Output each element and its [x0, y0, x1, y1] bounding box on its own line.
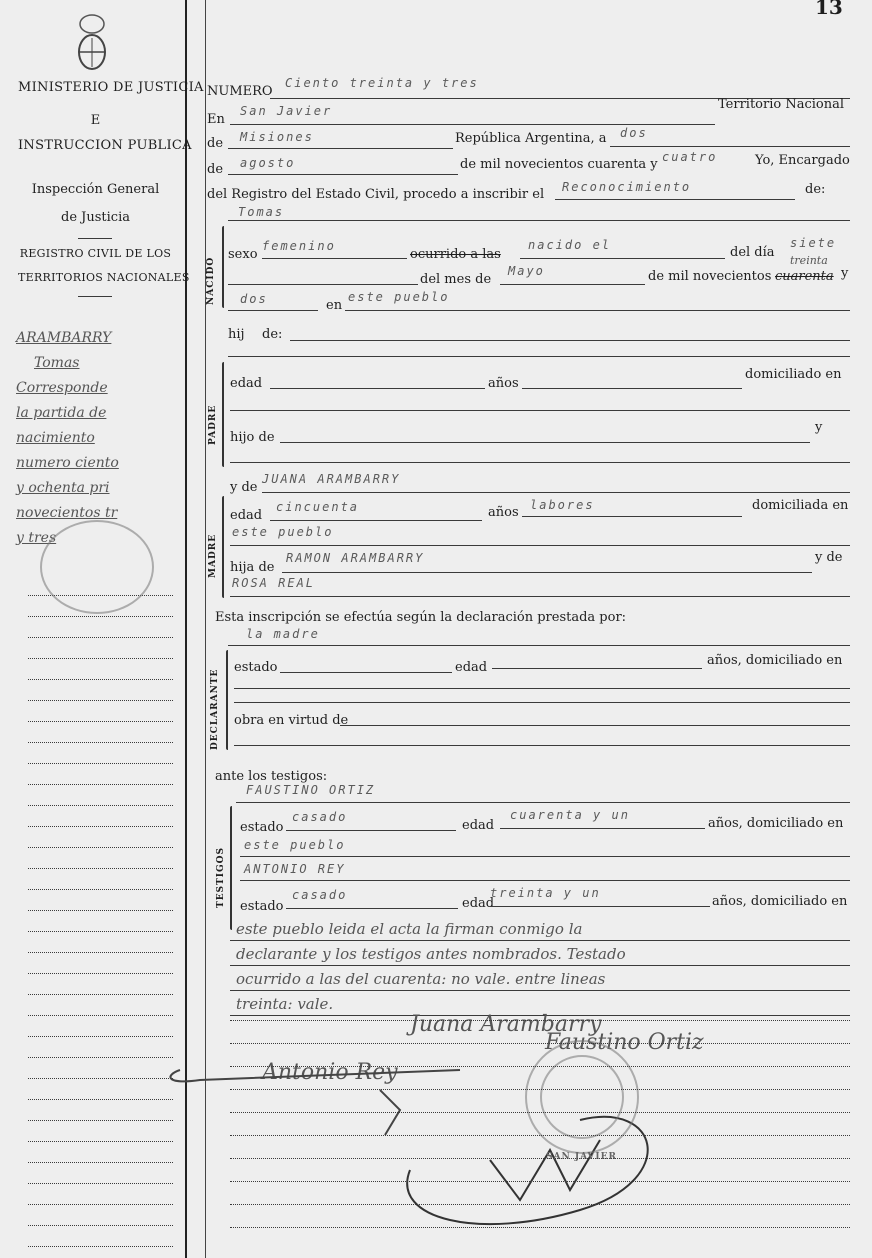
margin-dot-line [28, 742, 173, 743]
testigo2-edad: treinta y un [490, 886, 601, 900]
field-line [492, 668, 702, 669]
main-dot-line [230, 1204, 850, 1205]
testigo2-estado: casado [292, 888, 348, 902]
margin-dot-line [28, 889, 173, 890]
numero-label: NUMERO [207, 84, 273, 99]
y-de-value: JUANA ARAMBARRY [262, 472, 401, 486]
field-line [228, 148, 453, 149]
hora-value: nacido el [528, 238, 612, 252]
field-line [280, 442, 810, 443]
madre-label: MADRE [208, 533, 218, 578]
cuarenta-struck: cuarenta [775, 269, 834, 284]
field-line [522, 388, 742, 389]
margin-note-line: numero ciento [16, 455, 119, 471]
margin-dot-line [28, 1141, 173, 1142]
sexo-value: femenino [262, 239, 336, 253]
margin-dot-line [28, 952, 173, 953]
de-value: Misiones [240, 130, 314, 144]
field-line [262, 492, 850, 493]
ministry-line2: E [90, 113, 101, 128]
yo-text: Yo, Encargado [755, 153, 850, 168]
territorio-text: Territorio Nacional [718, 97, 844, 112]
mes-label: del mes de [420, 272, 492, 287]
y-de-label: y de [230, 480, 258, 495]
margin-note-line: y ochenta pri [16, 480, 110, 496]
declarante-label: DECLARANTE [210, 668, 220, 750]
main-dot-line [230, 1158, 850, 1159]
field-line [286, 830, 456, 831]
del-dia-label: del día [730, 245, 775, 260]
official-stamp-inner [540, 1055, 624, 1139]
acto-value: Reconocimiento [562, 180, 692, 194]
madre-ocupacion: labores [530, 498, 595, 512]
testigos-label: TESTIGOS [216, 847, 226, 908]
main-dot-line [230, 1066, 850, 1067]
margin-dot-line [28, 868, 173, 869]
margin-note-line: ARAMBARRY [16, 330, 112, 346]
anos-label: años [488, 376, 519, 391]
hijo-label: hij [228, 327, 245, 342]
field-line [228, 284, 418, 285]
lugar-value: este pueblo [348, 290, 450, 304]
margin-dot-line [28, 1162, 173, 1163]
field-line [522, 516, 742, 517]
madre-brace [222, 496, 224, 598]
abuela-value: ROSA REAL [232, 576, 316, 590]
margin-dot-line [28, 1099, 173, 1100]
field-line [520, 258, 725, 259]
closing-line: declarante y los testigos antes nombrados. Testado [236, 945, 626, 963]
anio-value: cuatro [662, 150, 718, 164]
field-line [290, 340, 850, 341]
edad-madre-label: edad [230, 508, 263, 523]
field-line [230, 545, 850, 546]
declarante-brace [226, 650, 228, 750]
testigo1-edad-label: edad [462, 818, 495, 833]
testigos-brace [230, 806, 232, 930]
field-line [500, 828, 705, 829]
testigo2-value: ANTONIO REY [244, 862, 346, 876]
edad-madre-value: cincuenta [276, 500, 360, 514]
closing-line: ocurrido a las del cuarenta: no vale. entre lineas [236, 970, 606, 988]
field-line [240, 880, 850, 881]
y-de2: y de [815, 550, 843, 565]
dia-value: dos [620, 126, 648, 140]
divider [78, 238, 112, 239]
field-line [500, 284, 645, 285]
field-line [230, 124, 715, 125]
nombre-value: Tomas [238, 205, 285, 219]
testigo1-edad: cuarenta y un [510, 808, 630, 822]
field-line [490, 906, 710, 907]
field-line [230, 596, 850, 597]
de3-text: de: [805, 182, 826, 197]
closing-line: este pueblo leida el acta la firman conmigo la [236, 920, 583, 938]
margin-note-line: Corresponde [16, 380, 108, 396]
testigo1-value: FAUSTINO ORTIZ [246, 783, 376, 797]
field-line [234, 688, 850, 689]
mes-nac-value: Mayo [508, 264, 545, 278]
margin-note-line: novecientos tr [16, 505, 118, 521]
margin-dot-line [28, 1036, 173, 1037]
margin-dot-line [28, 784, 173, 785]
firma-testigo1: Faustino Ortiz [545, 1030, 704, 1055]
field-line [270, 520, 482, 521]
page-number: 13 [815, 0, 843, 19]
testigo1-estado-label: estado [240, 820, 284, 835]
main-dot-line [230, 1227, 850, 1228]
madre-domicilio: este pueblo [232, 525, 334, 539]
margin-dot-line [28, 1120, 173, 1121]
dos-value: dos [240, 292, 268, 306]
en-label: En [207, 112, 225, 127]
ministry-line1: MINISTERIO DE JUSTICIA [18, 80, 204, 95]
mil2-text: de mil novecientos [648, 269, 772, 284]
field-line [228, 310, 318, 311]
en-value: San Javier [240, 104, 333, 118]
edad-label: edad [230, 376, 263, 391]
registry-line1: REGISTRO CIVIL DE LOS [19, 247, 172, 260]
anos-madre-label: años [488, 505, 519, 520]
nacido-brace [222, 226, 224, 308]
field-line [286, 908, 458, 909]
firma-madre: Juana Arambarry [410, 1012, 602, 1037]
testigo1-domicilio: este pueblo [244, 838, 346, 852]
field-line [270, 388, 485, 389]
closing-rule [230, 940, 850, 941]
hija-de-label: hija de [230, 560, 275, 575]
field-line [228, 174, 458, 175]
registry-line2: TERRITORIOS NACIONALES [18, 271, 190, 284]
treinta-value: treinta [790, 254, 828, 267]
field-line [282, 572, 812, 573]
edad-decl-label: edad [455, 660, 488, 675]
inspection-line2: de Justicia [61, 210, 130, 225]
margin-dot-line [28, 1015, 173, 1016]
hija-de-value: RAMON ARAMBARRY [286, 551, 425, 565]
margin-note-line: y tres [16, 530, 57, 546]
margin-dot-line [28, 994, 173, 995]
declarante-value: la madre [246, 627, 320, 641]
registro-text: del Registro del Estado Civil, procedo a inscribir el [207, 187, 545, 202]
field-line [555, 199, 795, 200]
margin-dot-line [28, 805, 173, 806]
en-este-label: en [326, 298, 343, 313]
testigo2-dom: años, domiciliado en [712, 894, 848, 909]
testigo2-estado-label: estado [240, 899, 284, 914]
field-line [228, 645, 850, 646]
margin-dot-line [28, 826, 173, 827]
coat-of-arms-icon [74, 12, 110, 72]
margin-dot-line [28, 763, 173, 764]
field-line [228, 220, 850, 221]
margin-dot-line [28, 1246, 173, 1247]
margin-dot-line [28, 616, 173, 617]
del-dia-value: siete [790, 236, 837, 250]
y-de-padre: y [815, 420, 823, 435]
testigo1-estado: casado [292, 810, 348, 824]
field-line [240, 856, 850, 857]
republica-text: República Argentina, a [455, 131, 607, 146]
field-line [230, 462, 850, 463]
margin-dot-line [28, 931, 173, 932]
ocurrido-label: ocurrido a las [410, 247, 501, 262]
field-line [280, 672, 452, 673]
margin-note-line: Tomas [34, 355, 80, 371]
field-line [234, 745, 850, 746]
firma-testigo2: Antonio Rey [262, 1060, 398, 1085]
mil-text: de mil novecientos cuarenta y [460, 157, 658, 172]
main-dot-line [230, 1089, 850, 1090]
hijo-suffix: de: [262, 327, 283, 342]
margin-stamp [40, 520, 154, 614]
numero-value: Ciento treinta y tres [285, 76, 479, 90]
margin-dot-line [28, 1225, 173, 1226]
domiciliada-label: domiciliada en [752, 498, 849, 513]
field-line [340, 725, 850, 726]
margin-dot-line [28, 1204, 173, 1205]
main-dot-line [230, 1043, 850, 1044]
field-line [262, 258, 407, 259]
y-text: y [841, 266, 849, 281]
hijo-de-label: hijo de [230, 430, 275, 445]
anos-dom-label: años, domiciliado en [707, 653, 843, 668]
field-line [234, 702, 850, 703]
closing-line: treinta: vale. [236, 995, 334, 1013]
main-dot-line [230, 1135, 850, 1136]
main-dot-line [230, 1181, 850, 1182]
de2-label: de [207, 162, 224, 177]
margin-note-line: la partida de [16, 405, 107, 421]
de-label: de [207, 136, 224, 151]
domiciliado-label: domiciliado en [745, 367, 842, 382]
margin-dot-line [28, 847, 173, 848]
margin-dot-line [28, 1057, 173, 1058]
declaracion-text: Esta inscripción se efectúa según la declaración prestada por: [215, 610, 627, 625]
field-line [228, 356, 850, 357]
margin-note-line: nacimiento [16, 430, 95, 446]
estado-label: estado [234, 660, 278, 675]
testigo2-edad-label: edad [462, 896, 495, 911]
field-line [230, 410, 850, 411]
ministry-line3: INSTRUCCION PUBLICA [18, 138, 192, 153]
padre-brace [222, 362, 224, 467]
testigo1-dom: años, domiciliado en [708, 816, 844, 831]
mes-value: agosto [240, 156, 296, 170]
field-line [345, 310, 850, 311]
inspection-line1: Inspección General [31, 182, 160, 197]
field-line [610, 146, 850, 147]
closing-rule [230, 990, 850, 991]
margin-dot-line [28, 973, 173, 974]
testigos-text: ante los testigos: [215, 769, 328, 784]
main-dot-line [230, 1020, 850, 1021]
margin-dot-line [28, 910, 173, 911]
sexo-label: sexo [228, 247, 258, 262]
margin-dot-line [28, 658, 173, 659]
margin-dot-line [28, 721, 173, 722]
padre-label: PADRE [208, 404, 218, 445]
main-dot-line [230, 1112, 850, 1113]
field-line [236, 802, 850, 803]
margin-dot-line [28, 679, 173, 680]
stamp-label: SAN JAVIER [546, 1152, 617, 1162]
obra-label: obra en virtud de [234, 713, 349, 728]
margin-dot-line [28, 1183, 173, 1184]
margin-dot-line [28, 1078, 173, 1079]
margin-dot-line [28, 637, 173, 638]
nacido-label: NACIDO [206, 256, 216, 305]
margin-dot-line [28, 700, 173, 701]
divider [78, 296, 112, 297]
closing-rule [230, 965, 850, 966]
